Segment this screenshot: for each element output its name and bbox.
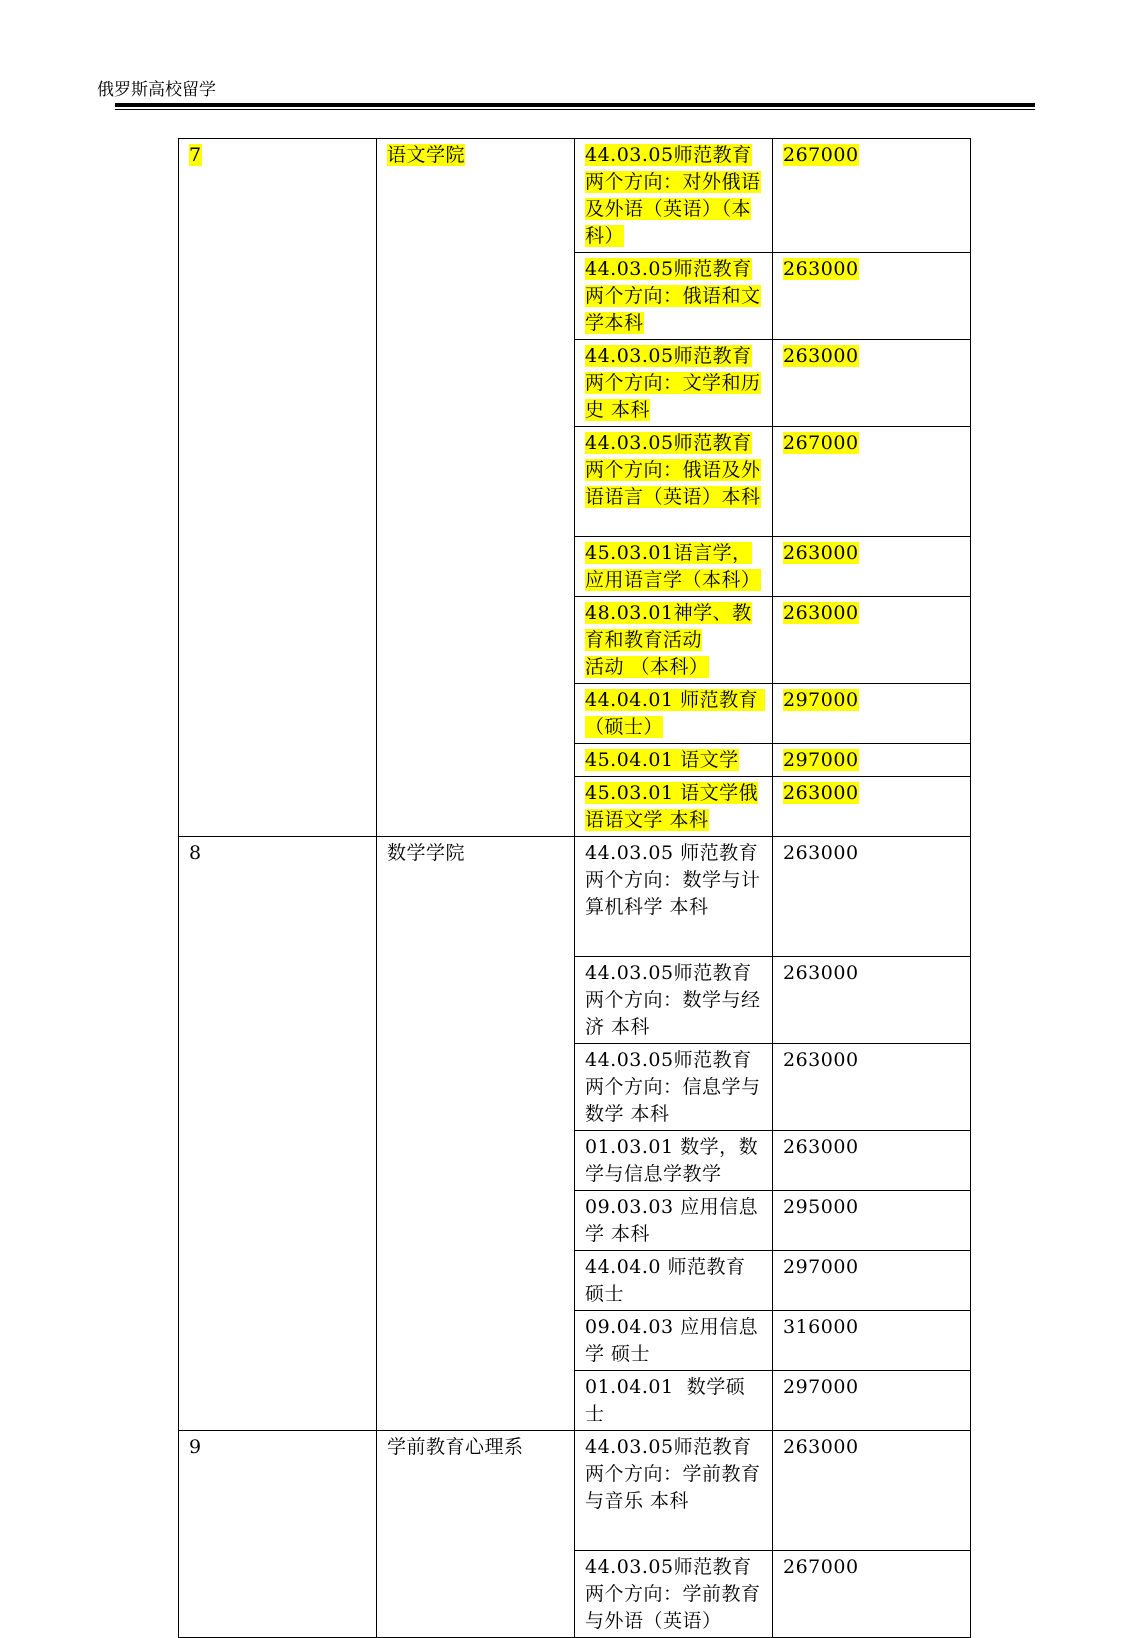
tuition-fee: 263000 [783,1049,859,1071]
cell-fee [773,1131,971,1191]
header-rule-thin [115,109,1035,110]
major-name: 44.04.01 师范教育 （硕士） [585,689,765,738]
tuition-fee: 267000 [783,432,859,454]
cell-major [575,1131,773,1191]
cell-fee [773,1311,971,1371]
tuition-fee: 267000 [783,144,859,166]
major-name: 44.03.05师范教育两个方向：数学与经济 本科 [585,962,761,1038]
cell-fee [773,427,971,537]
row-number: 7 [189,144,202,166]
cell-major [575,1371,773,1431]
cell-fee [773,684,971,744]
tuition-fee: 267000 [783,1556,859,1578]
tuition-fee: 263000 [783,602,859,624]
cell-fee [773,744,971,777]
header-title: 俄罗斯高校留学 [97,80,216,100]
major-name: 44.03.05师范教育两个方向：对外俄语及外语（英语）（本科） [585,144,761,247]
cell-department [377,837,575,1431]
major-name: 44.03.05师范教育两个方向：信息学与数学 本科 [585,1049,761,1125]
cell-fee [773,777,971,837]
cell-major [575,1251,773,1311]
cell-major [575,777,773,837]
major-name: 44.03.05 师范教育两个方向：数学与计算机科学 本科 [585,842,761,918]
cell-major [575,957,773,1044]
cell-major [575,597,773,684]
cell-major [575,684,773,744]
cell-major [575,1191,773,1251]
cell-number [179,139,377,837]
cell-fee [773,837,971,957]
department-name: 数学学院 [387,842,466,864]
cell-fee [773,340,971,427]
major-name: 44.03.05师范教育两个方向：俄语和文学本科 [585,258,761,334]
tuition-fee: 263000 [783,962,859,984]
cell-major [575,837,773,957]
major-name: 44.03.05师范教育两个方向：学前教育与外语（英语） [585,1556,761,1632]
major-name: 01.03.01 数学，数学与信息学教学 [585,1136,759,1185]
major-name: 44.04.0 师范教育硕士 [585,1256,746,1305]
tuition-fee: 263000 [783,782,859,804]
cell-major [575,1044,773,1131]
tuition-fee: 297000 [783,1256,859,1278]
row-number: 9 [189,1436,202,1458]
tuition-table-body [179,139,971,1638]
cell-major [575,1431,773,1551]
major-name: 09.04.03 应用信息学 硕士 [585,1316,759,1365]
major-name: 01.04.01 数学硕士 [585,1376,746,1425]
cell-number [179,837,377,1431]
header-rule-thick [115,103,1035,107]
cell-fee [773,253,971,340]
tuition-fee: 316000 [783,1316,859,1338]
cell-fee [773,537,971,597]
tuition-fee: 297000 [783,749,859,771]
major-name: 44.03.05师范教育两个方向：俄语及外语语言（英语）本科 [585,432,761,508]
row-number: 8 [189,842,202,864]
major-name: 48.03.01神学、教育和教育活动 活动 （本科） [585,602,752,678]
department-name: 学前教育心理系 [387,1436,524,1458]
major-name: 45.03.01语言学，应用语言学（本科） [585,542,761,591]
cell-fee [773,1371,971,1431]
cell-fee [773,1431,971,1551]
major-name: 44.03.05师范教育两个方向：文学和历史 本科 [585,345,761,421]
cell-fee [773,597,971,684]
cell-major [575,427,773,537]
tuition-fee: 297000 [783,689,859,711]
tuition-fee: 263000 [783,258,859,280]
cell-major [575,537,773,597]
cell-major [575,1311,773,1371]
tuition-fee: 263000 [783,1136,859,1158]
cell-major [575,1551,773,1638]
major-name: 45.04.01 语文学 [585,749,739,771]
table-row [179,1431,971,1551]
page-header [95,80,1035,110]
cell-major [575,744,773,777]
cell-fee [773,139,971,253]
cell-fee [773,1251,971,1311]
cell-fee [773,1044,971,1131]
major-name: 44.03.05师范教育两个方向：学前教育与音乐 本科 [585,1436,761,1512]
cell-department [377,139,575,837]
major-name: 09.03.03 应用信息学 本科 [585,1196,759,1245]
tuition-fee: 263000 [783,842,859,864]
cell-major [575,340,773,427]
tuition-fee: 263000 [783,1436,859,1458]
cell-major [575,139,773,253]
cell-fee [773,1551,971,1638]
tuition-fee: 297000 [783,1376,859,1398]
major-name: 45.03.01 语文学俄语语文学 本科 [585,782,759,831]
cell-major [575,253,773,340]
table-row [179,837,971,957]
department-name: 语文学院 [387,144,466,166]
tuition-fee: 295000 [783,1196,859,1218]
table-row [179,139,971,253]
cell-fee [773,957,971,1044]
tuition-fee: 263000 [783,345,859,367]
tuition-fee: 263000 [783,542,859,564]
cell-number [179,1431,377,1638]
cell-department [377,1431,575,1638]
tuition-table [178,138,971,1638]
cell-fee [773,1191,971,1251]
